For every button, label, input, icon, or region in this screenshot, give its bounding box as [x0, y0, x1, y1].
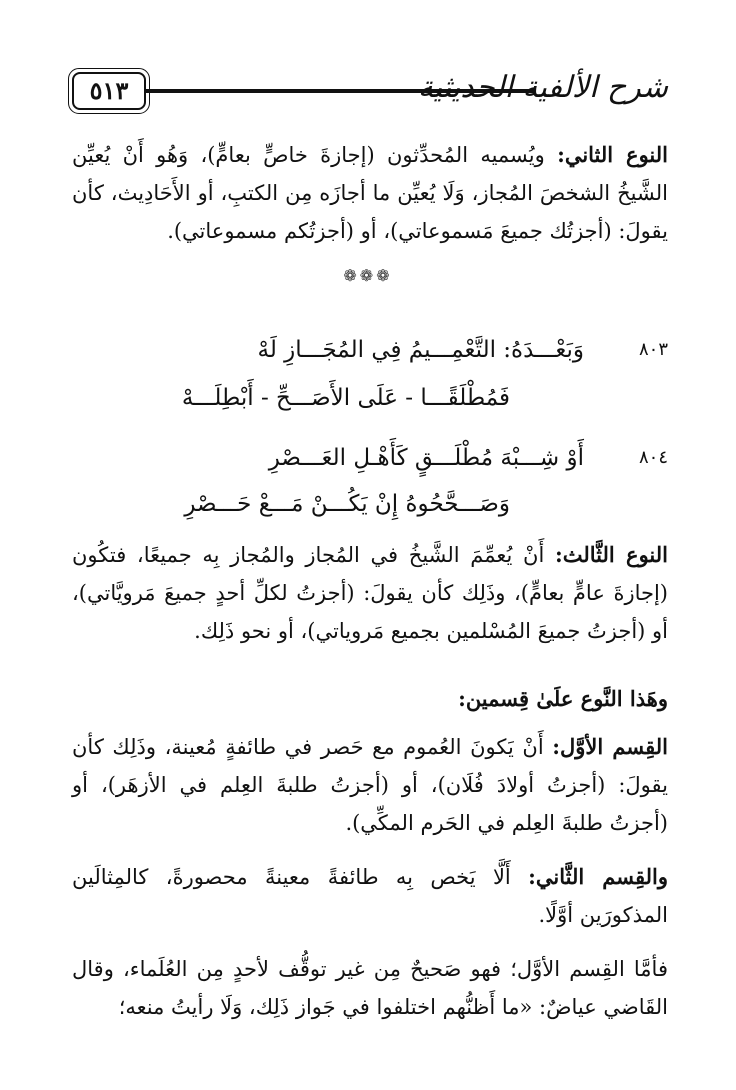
paragraph-type-two — [72, 136, 668, 250]
verse-number: ٨٠٤ — [638, 447, 668, 468]
verse-first-hemistich: وَبَعْـــدَهُ: التَّعْمِـــيمُ فِي المُجَـــازِ لَهْ — [257, 337, 584, 363]
verse-second-hemistich: وَصَـــحَّحُوهُ إِنْ يَكُـــنْ مَـــعْ حَـــصْرِ — [184, 491, 510, 517]
paragraph-part-one — [72, 728, 668, 842]
paragraph-type-three — [72, 536, 668, 650]
book-title: شرح الألفية الحديثية — [417, 70, 668, 105]
paragraph-part-two — [72, 858, 668, 934]
paragraph-lead: القِسم الأوَّل: — [552, 734, 668, 759]
verse-first-hemistich: أَوْ شِـــبْهَ مُطْلَـــقٍ كَأَهْـلِ العَـــصْرِ — [268, 445, 584, 471]
paragraph-lead: والقِسم الثَّاني: — [528, 864, 668, 889]
paragraph-two-parts — [72, 680, 668, 718]
paragraph-lead: النوع الثَّالث: — [555, 542, 668, 567]
page-number: ٥١٣ — [72, 72, 146, 110]
paragraph-text: فأمَّا القِسم الأوَّل؛ فهو صَحيحٌ مِن غير توقُّف لأحدٍ مِن العُلَماء، وقال القَاضي عياضٌ: «ما أَظنُّهم اختلفوا في جَواز ذَلِك، وَلَا رأيتُ منعه؛ — [72, 957, 668, 1019]
verse-second-hemistich: فَمُطْلَقًـــا - عَلَى الأَصَـــحِّ - أَبْطِلَـــهْ — [181, 385, 510, 411]
paragraph-text: أَنْ يَكونَ العُموم مع حَصر في طائفةٍ مُعينة، وذَلِك كأن يقولَ: (أجزتُ أولادَ فُلَان)، أو (أجزتُ طلبةَ العِلم في الأزهَر)، أو (أجزتُ طلبةَ العِلم في الحَرم المكِّي). — [72, 735, 668, 835]
paragraph-lead: النوع الثاني: — [557, 142, 668, 167]
section-separator: ❁❁❁ — [343, 266, 393, 285]
paragraph-text: أَلَّا يَخص بِه طائفةً معينةً محصورةً، كالمِثالَين المذكورَين أوَّلًا. — [72, 865, 668, 927]
verse-number: ٨٠٣ — [638, 339, 668, 360]
paragraph-text: أَنْ يُعمِّمَ الشَّيخُ في المُجاز والمُجاز بِه جميعًا، فتكُون (إجازةَ عامٍّ بعامٍّ)، وذَلِك كأن يقولَ: (أجزتُ لكلِّ أحدٍ جميعَ مَرويَّاتي)، أو (أجزتُ جميعَ المُسْلمين بجميع مَروياتي)، أو نحو ذَلِك. — [72, 543, 668, 643]
paragraph-lead: وهَذا النَّوع علَىٰ قِسمين: — [458, 686, 668, 711]
paragraph-text: ويُسميه المُحدِّثون (إجازةَ خاصٍّ بعامٍّ)، وَهُو أَنْ يُعيِّن الشَّيخُ الشخصَ المُجاز، وَلَا يُعيِّن ما أجازَه مِن الكتبِ، أو الأَحَادِيث، كأن يقولَ: (أجزتُك جميعَ مَسموعاتي)، أو (أجزتُكم مسموعاتي). — [72, 143, 668, 243]
paragraph-part-one-ruling — [72, 950, 668, 1026]
page-header — [72, 66, 668, 124]
